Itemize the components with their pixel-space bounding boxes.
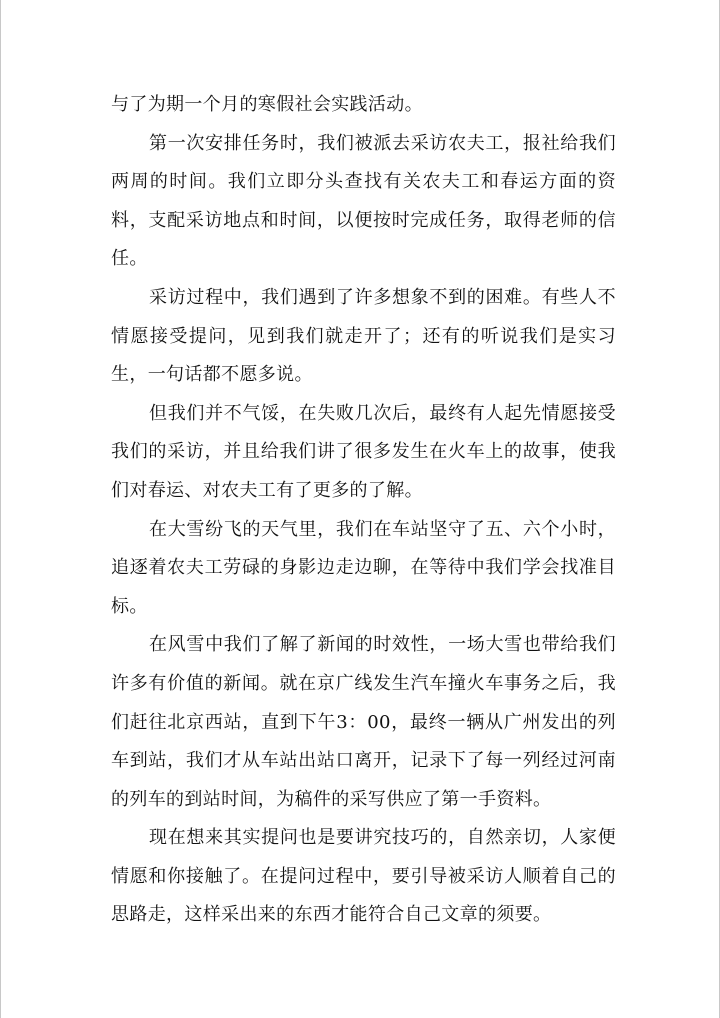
paragraph-snow-station: 在大雪纷飞的天气里，我们在车站坚守了五、六个小时，追逐着农夫工劳碌的身影边走边聊，在等待中我们学会找准目标。 xyxy=(111,518,616,617)
paragraph-first-assignment: 第一次安排任务时，我们被派去采访农夫工，报社给我们两周的时间。我们立即分头查找有关农夫工和春运方面的资料，支配采访地点和时间，以便按时完成任务，取得老师的信任。 xyxy=(111,132,616,270)
document-body xyxy=(111,86,616,935)
paragraph-interview-skills: 现在想来其实提问也是要讲究技巧的，自然亲切，人家便情愿和你接触了。在提问过程中，要引导被采访人顺着自己的思路走，这样采出来的东西才能符合自己文章的须要。 xyxy=(111,827,616,926)
paragraph-continuation: 与了为期一个月的寒假社会实践活动。 xyxy=(111,94,423,115)
paragraph-interview-difficulties: 采访过程中，我们遇到了许多想象不到的困难。有些人不情愿接受提问，见到我们就走开了；还有的听说我们是实习生，一句话都不愿多说。 xyxy=(111,286,616,386)
paragraph-perseverance: 但我们并不气馁，在失败几次后，最终有人起先情愿接受我们的采访，并且给我们讲了很多发生在火车上的故事，使我们对春运、对农夫工有了更多的了解。 xyxy=(111,402,616,501)
paragraph-news-timeliness: 在风雪中我们了解了新闻的时效性，一场大雪也带给我们许多有价值的新闻。就在京广线发生汽车撞火车事务之后，我们赶往北京西站，直到下午3：00，最终一辆从广州发出的列车到站，我们才从车站出站口离开，记录下了每一列经过河南的列车的到站时间，为稿件的采写供应了第一手资料。 xyxy=(111,634,616,810)
